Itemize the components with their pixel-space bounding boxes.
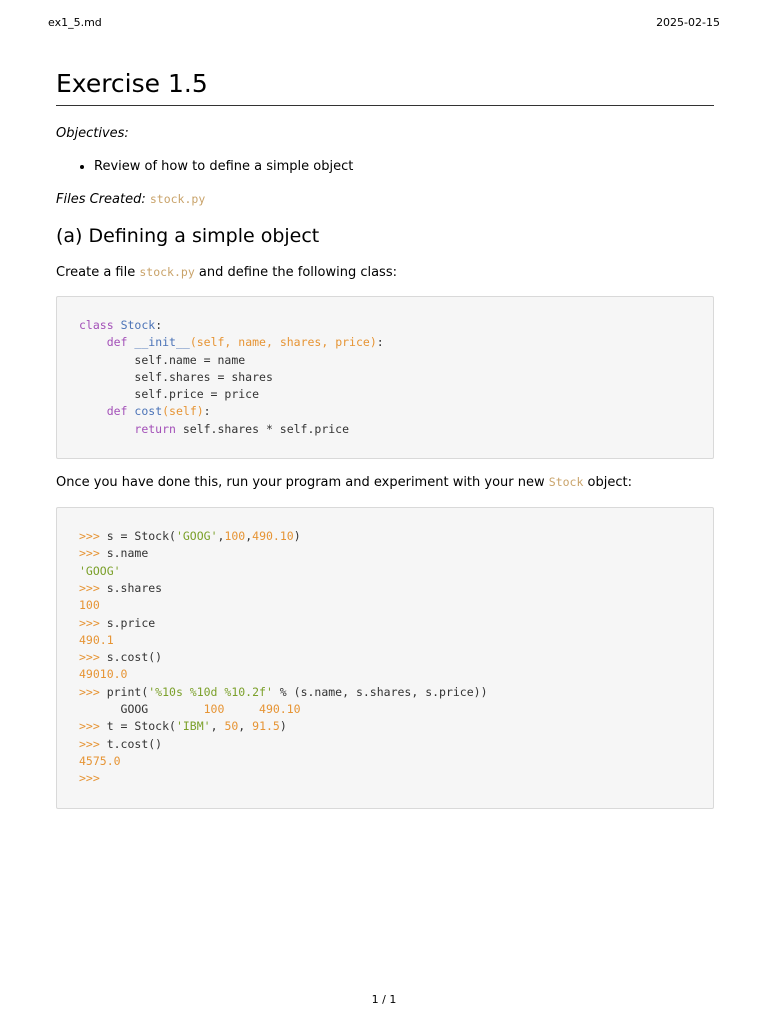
code-punct: : — [376, 335, 384, 350]
repl-input: , — [245, 529, 253, 544]
repl-prompt: >>> — [79, 546, 100, 561]
repl-input: s.price — [99, 615, 156, 630]
repl-input: ) — [279, 719, 287, 734]
code-params: (self, name, shares, price) — [189, 335, 377, 350]
list-item: • Review of how to define a simple object — [94, 158, 714, 176]
files-created-label: Files Created: — [56, 192, 146, 207]
repl-input: t = Stock( — [99, 719, 176, 734]
run-paragraph — [56, 473, 714, 492]
code-keyword: def — [106, 404, 128, 419]
repl-string: 'GOOG' — [175, 529, 218, 544]
repl-number: 100 — [203, 702, 225, 717]
repl-input: ) — [293, 529, 301, 544]
session-code-block — [56, 507, 714, 808]
create-text-pre: Create a file — [56, 265, 140, 280]
code-line: self.name = name — [134, 352, 246, 367]
repl-output: 490.1 — [79, 632, 114, 647]
code-line: self.shares * self.price — [175, 421, 350, 436]
page-number: 1 / 1 — [371, 993, 397, 1006]
header-filename: ex1_5.md — [48, 16, 102, 29]
repl-output: 4575.0 — [79, 753, 121, 768]
run-text-pre: Once you have done this, run your program and experiment with your new — [56, 475, 549, 491]
page-title: Exercise 1.5 — [56, 68, 714, 106]
create-file-paragraph — [56, 263, 714, 282]
repl-number: 100 — [224, 529, 246, 544]
repl-output: GOOG — [79, 702, 204, 717]
repl-output: 'GOOG' — [79, 563, 121, 578]
repl-input: s = Stock( — [99, 529, 176, 544]
repl-number: 490.10 — [259, 702, 301, 717]
repl-prompt: >>> — [79, 650, 100, 665]
class-code-block — [56, 296, 714, 459]
repl-input: , — [238, 719, 253, 734]
document-body — [56, 68, 714, 809]
print-header — [48, 16, 720, 29]
code-classname: Stock — [120, 318, 156, 332]
repl-string: '%10s %10d %10.2f' — [148, 684, 273, 699]
repl-prompt: >>> — [79, 771, 100, 786]
run-inline-code: Stock — [548, 475, 584, 490]
repl-prompt: >>> — [79, 529, 100, 544]
objectives-label: Objectives: — [56, 126, 129, 141]
repl-input: s.name — [99, 546, 149, 561]
code-funcname: cost — [134, 404, 163, 419]
repl-number: 490.10 — [252, 529, 294, 544]
repl-input: s.shares — [99, 580, 163, 595]
code-line: self.shares = shares — [134, 369, 273, 384]
files-created — [56, 190, 714, 209]
code-keyword: class — [79, 318, 114, 332]
repl-input: print( — [99, 684, 149, 699]
repl-input: s.cost() — [99, 650, 163, 665]
create-file-code: stock.py — [139, 265, 195, 279]
code-params: (self) — [162, 404, 204, 419]
repl-prompt: >>> — [79, 736, 100, 751]
create-text-post: and define the following class: — [194, 265, 397, 280]
repl-number: 50 — [224, 719, 239, 734]
repl-prompt: >>> — [79, 615, 100, 630]
code-punct: : — [203, 404, 211, 419]
repl-output: 49010.0 — [79, 667, 128, 682]
objectives-list — [56, 158, 714, 176]
repl-prompt: >>> — [79, 580, 100, 595]
section-a-title: (a) Defining a simple object — [56, 225, 320, 247]
repl-prompt: >>> — [79, 684, 100, 699]
files-created-value: stock.py — [149, 192, 206, 206]
header-date: 2025-02-15 — [656, 16, 720, 29]
code-keyword: return — [134, 421, 176, 436]
repl-output — [224, 702, 259, 716]
repl-output: 100 — [79, 598, 100, 613]
repl-input: , — [217, 529, 225, 544]
repl-input: % (s.name, s.shares, s.price)) — [272, 684, 488, 699]
code-keyword: def — [106, 335, 128, 350]
run-text-post: object: — [583, 475, 632, 491]
repl-number: 91.5 — [252, 719, 280, 734]
repl-prompt: >>> — [79, 719, 100, 734]
code-line: self.price = price — [134, 387, 260, 402]
code-punct: : — [155, 318, 163, 332]
repl-input: t.cost() — [99, 736, 163, 751]
repl-string: 'IBM' — [175, 719, 211, 734]
repl-input: , — [210, 719, 225, 734]
code-funcname: __init__ — [134, 335, 190, 350]
